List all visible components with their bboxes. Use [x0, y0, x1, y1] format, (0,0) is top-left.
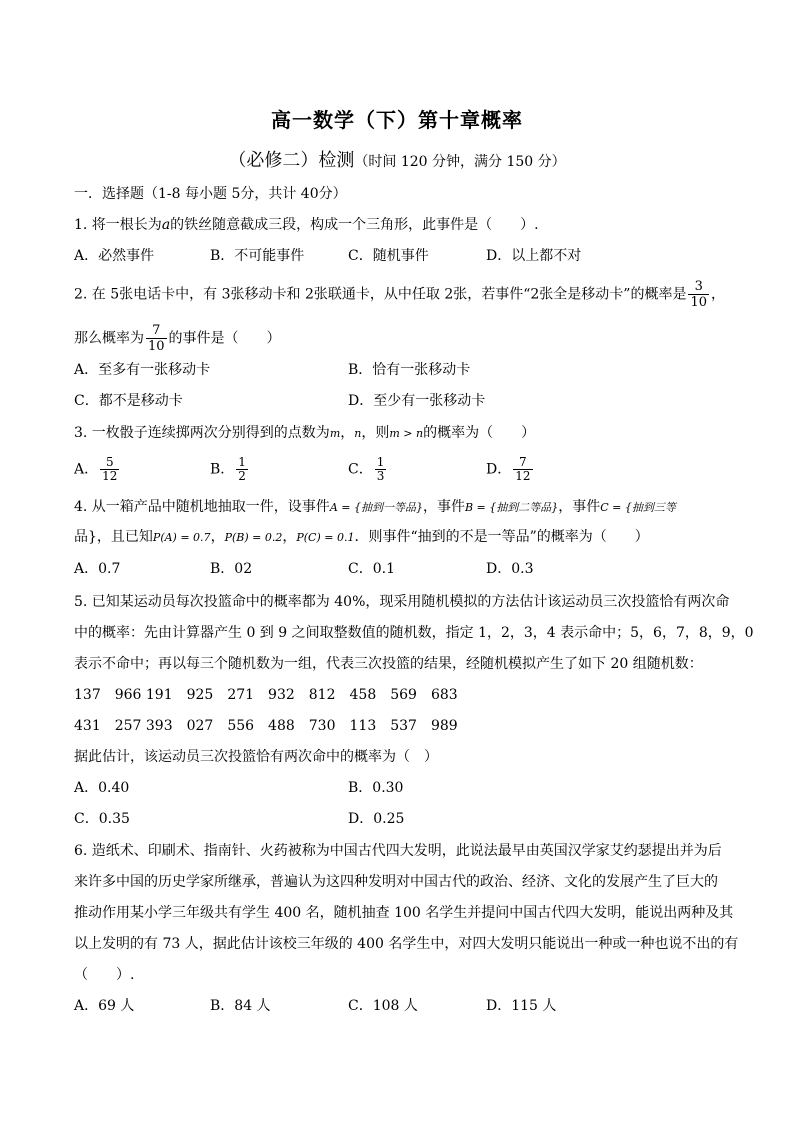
q5-option-b: B．0.30: [348, 780, 404, 796]
q3-option-d-label: D．: [486, 461, 512, 478]
question-4-line-2: [74, 527, 724, 548]
q3-option-a-fraction: [100, 456, 119, 483]
q3-c-den: 3: [376, 469, 385, 483]
q4-line1-c: ，事件: [558, 499, 601, 515]
q4-sep-2: ，: [282, 529, 297, 545]
q5-random-numbers-row-1: 137 966 191 925 271 932 812 458 569 683: [74, 687, 458, 703]
q2-option-d: D．至少有一张移动卡: [348, 393, 486, 409]
q3-d-num: 7: [513, 456, 532, 470]
q4-line1-b: ，事件: [422, 499, 465, 515]
q3-option-d: [486, 456, 535, 483]
q4-event-b: B = {抽到二等品}: [464, 501, 559, 514]
q3-condition: m > n: [389, 427, 424, 440]
q3-option-a-label: A．: [74, 461, 99, 478]
q4-line2-a: 品}，且已知: [74, 529, 153, 545]
question-6-line-3: 推动作用某小学三年级共有学生 400 名，随机抽查 100 名学生并提问中国古代四大发明，能说出两种及其: [74, 905, 734, 921]
q4-option-a: A．0.7: [74, 561, 121, 577]
q3-option-d-fraction: [513, 456, 532, 483]
question-5-line-2: 中的概率：先由计算器产生 0 到 9 之间取整数值的随机数，指定 1，2，3，4 表示命中；5，6，7，8，9，0: [74, 625, 754, 641]
q2-fraction-2: [146, 323, 167, 354]
question-2-line-2: [74, 323, 724, 354]
q2-frac1-den: 10: [690, 295, 708, 310]
q2-line1-text: 2. 在 5张电话卡中，有 3张移动卡和 2张联通卡，从中任取 2张，若事件“2张全是移动卡”的概率是: [74, 286, 687, 303]
question-6-line-2: 来许多中国的历史学家所继承，普遍认为这四种发明对中国古代的政治、经济、文化的发展产生了巨大的: [74, 874, 718, 890]
q2-option-b: B．恰有一张移动卡: [348, 362, 471, 378]
q4-line1-a: 4. 从一箱产品中随机地抽取一件，设事件: [74, 499, 330, 515]
q3-option-c-label: C．: [348, 461, 373, 478]
q1-option-b: B．不可能事件: [210, 248, 305, 264]
q4-option-d: D．0.3: [486, 561, 534, 577]
q1-text-post: 的铁丝随意截成三段，构成一个三角形，此事件是（ ）.: [170, 217, 539, 233]
q4-sep-1: ，: [210, 529, 225, 545]
q1-option-c: C．随机事件: [348, 248, 429, 264]
q3-var-m: m: [329, 427, 341, 440]
q3-text-pre: 3. 一枚骰子连续掷两次分别得到的点数为: [74, 425, 330, 441]
q6-option-c: C．108 人: [348, 998, 418, 1014]
q1-var: a: [161, 217, 171, 233]
q3-option-b-fraction: [236, 456, 248, 483]
q2-option-c: C．都不是移动卡: [74, 393, 183, 409]
q3-a-num: 5: [100, 456, 119, 470]
q4-event-c: C = {抽到三等: [600, 501, 676, 514]
q4-prob-a: P(A) = 0.7: [152, 531, 211, 544]
question-6-line-1: 6. 造纸术、印刷术、指南针、火药被称为中国古代四大发明，此说法最早由英国汉学家艾约瑟提出并为后: [74, 843, 722, 859]
q1-option-a: A．必然事件: [74, 248, 155, 264]
q2-line2-post: 的事件是（ ）: [168, 330, 281, 347]
q6-option-b: B．84 人: [210, 998, 271, 1014]
q4-prob-b: P(B) = 0.2: [224, 531, 283, 544]
q3-sep: ，: [340, 425, 355, 441]
q3-b-num: 1: [238, 455, 246, 469]
q2-frac2-num: 7: [146, 323, 167, 339]
question-5-line-3: 表示不命中；再以每三个随机数为一组，代表三次投篮的结果，经随机模拟产生了如下 20 组随机数：: [74, 656, 703, 672]
question-4-line-1: [74, 497, 724, 518]
question-2-line-1: [74, 279, 724, 310]
q3-b-den: 2: [238, 469, 246, 483]
section-heading: 一．选择题（1-8 每小题 5分，共计 40分）: [74, 186, 347, 202]
q2-fraction-1: [688, 279, 709, 310]
subtitle-main: （必修二）检测: [228, 150, 355, 171]
q2-frac1-num: 3: [688, 279, 709, 295]
q4-option-c: C．0.1: [348, 561, 395, 577]
q5-option-c: C．0.35: [74, 811, 130, 827]
q4-option-b: B．02: [210, 561, 253, 577]
q1-text-pre: 1. 将一根长为: [74, 217, 162, 233]
q4-event-a: A = {抽到一等品}: [329, 501, 423, 514]
q4-prob-c: P(C) = 0.1: [296, 531, 355, 544]
q3-a-den: 12: [102, 469, 118, 483]
q3-option-c-fraction: [375, 456, 387, 483]
q2-option-a: A．至多有一张移动卡: [74, 362, 211, 378]
q3-option-c: [348, 456, 388, 483]
q2-line2-pre: 那么概率为: [74, 330, 144, 347]
subtitle-note: （时间 120 分钟，满分 150 分）: [354, 154, 566, 170]
question-5-line-1: 5. 已知某运动员每次投篮命中的概率都为 40%，现采用随机模拟的方法估计该运动员三次投篮恰有两次命: [74, 594, 730, 610]
question-5-line-4: 据此估计，该运动员三次投篮恰有两次命中的概率为（ ）: [74, 749, 438, 765]
page-subtitle: [0, 146, 794, 172]
q6-option-a: A．69 人: [74, 998, 135, 1014]
q5-random-numbers-row-2: 431 257 393 027 556 488 730 113 537 989: [74, 718, 458, 734]
question-1: [74, 215, 724, 235]
q6-option-d: D．115 人: [486, 998, 557, 1014]
question-3: [74, 423, 724, 444]
q3-var-n: n: [354, 427, 362, 440]
page-title: 高一数学（下）第十章概率: [271, 108, 523, 132]
q5-option-d: D．0.25: [348, 811, 405, 827]
q2-frac2-den: 10: [148, 339, 165, 354]
question-6-line-4: 以上发明的有 73 人，据此估计该校三年级的 400 名学生中，对四大发明只能说出一种或一种也说不出的有: [74, 936, 739, 952]
q4-line2-b: ．则事件“抽到的不是一等品”的概率为（ ）: [354, 529, 649, 545]
q5-option-a: A．0.40: [74, 780, 130, 796]
q1-option-d: D．以上都不对: [486, 248, 582, 264]
q3-mid: ，则: [361, 425, 390, 441]
q3-c-num: 1: [376, 455, 385, 469]
q3-option-b: [210, 456, 250, 483]
question-6-line-5: （ ）.: [74, 967, 135, 983]
q3-option-b-label: B．: [210, 461, 235, 478]
q3-d-den: 12: [515, 469, 531, 483]
q2-line1-end: ，: [711, 286, 726, 303]
q3-option-a: [74, 456, 121, 483]
q3-text-post: 的概率为（ ）: [423, 425, 536, 441]
